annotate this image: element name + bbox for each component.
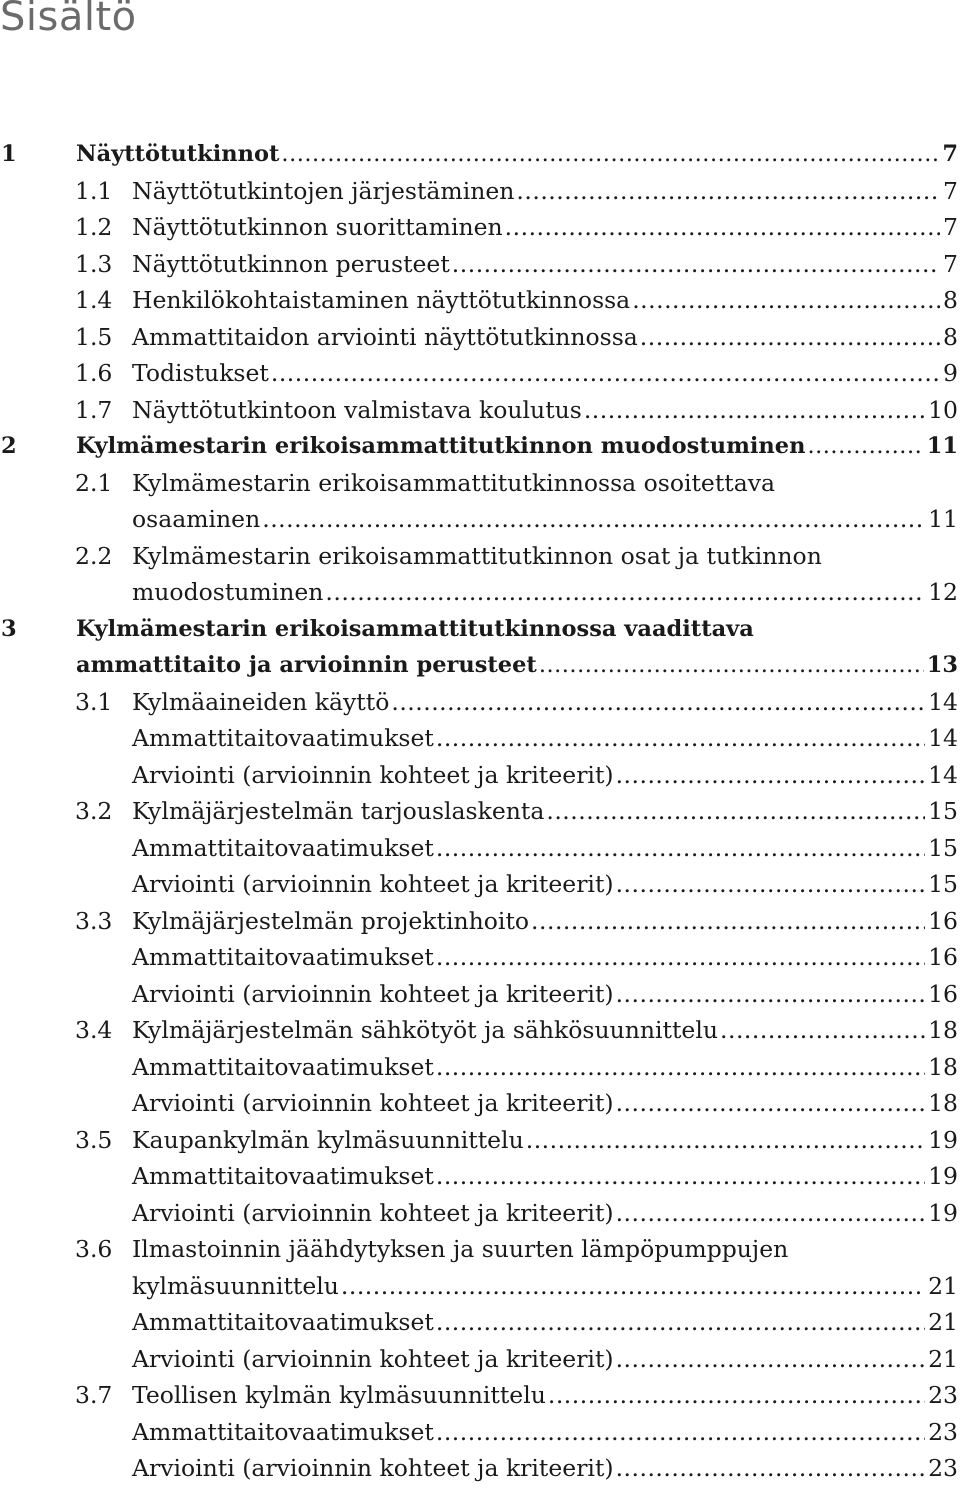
toc-page-number: 21: [928, 1271, 958, 1300]
toc-subentry-row[interactable]: [0, 720, 960, 757]
toc-page-number: 14: [928, 687, 958, 716]
toc-section-row[interactable]: [0, 209, 960, 246]
toc-page-number: 14: [928, 760, 958, 789]
toc-entry-number: 2: [1, 433, 17, 459]
toc-entry-title: Arviointi (arvioinnin kohteet ja kriteerit): [132, 1344, 614, 1373]
toc-entry-title: Näyttötutkinnot: [76, 141, 280, 167]
toc-entry-number: 3.6: [75, 1235, 113, 1263]
dot-leader: [341, 1268, 925, 1305]
toc-subentry-row[interactable]: [0, 501, 960, 538]
toc-page-number: 21: [928, 1344, 958, 1373]
dot-leader: [632, 282, 940, 319]
toc-page-number: 7: [943, 213, 958, 241]
toc-page-number: 16: [928, 943, 958, 971]
dot-leader: [584, 392, 925, 429]
toc-page-number: 23: [928, 1417, 958, 1446]
page-title: Sisältö: [0, 0, 137, 40]
dot-leader: [325, 574, 925, 611]
toc-page-number: 13: [926, 652, 958, 678]
toc-section-row[interactable]: [0, 1377, 960, 1414]
dot-leader: [436, 720, 925, 757]
toc-section-row[interactable]: [0, 538, 960, 575]
toc-page-number: 10: [928, 395, 958, 424]
toc-entry-title: ammattitaito ja arvioinnin perusteet: [76, 652, 537, 678]
toc-section-row[interactable]: [0, 684, 960, 721]
dot-leader: [452, 246, 940, 283]
toc-subentry-row[interactable]: [0, 1085, 960, 1122]
toc-entry-title: Ammattitaitovaatimukset: [132, 1052, 434, 1081]
toc-entry-title: Ammattitaidon arviointi näyttötutkinnossa: [132, 322, 638, 351]
toc-page-number: 8: [943, 286, 958, 314]
dot-leader: [262, 501, 925, 538]
dot-leader: [548, 1377, 925, 1414]
toc-entry-title: Kylmäjärjestelmän sähkötyöt ja sähkösuunnittelu: [132, 1016, 718, 1044]
toc-entry-title: Näyttötutkintojen järjestäminen: [132, 176, 515, 205]
toc-entry-title: Kylmämestarin erikoisammattitutkinnossa vaadittava: [76, 615, 754, 642]
toc-section-row[interactable]: [0, 355, 960, 392]
dot-leader: [505, 209, 940, 246]
dot-leader: [531, 903, 925, 940]
toc-entry-number: 1.7: [75, 395, 113, 424]
toc-entry-number: 3: [1, 615, 17, 642]
toc-section-row[interactable]: [0, 903, 960, 940]
toc-entry-number: 1.5: [75, 322, 113, 351]
dot-leader: [516, 173, 940, 210]
dot-leader: [616, 1195, 926, 1232]
toc-entry-title: muodostuminen: [132, 578, 324, 606]
toc-page-number: 18: [928, 1016, 958, 1044]
toc-subentry-row[interactable]: [0, 1450, 960, 1487]
toc-section-row[interactable]: [0, 793, 960, 830]
dot-leader: [526, 1122, 925, 1159]
dot-leader: [807, 428, 923, 465]
dot-leader: [281, 136, 939, 173]
toc-chapter-row[interactable]: [0, 428, 960, 465]
toc-entry-number: 3.5: [75, 1125, 113, 1154]
toc-entry-title: Henkilökohtaistaminen näyttötutkinnossa: [132, 286, 631, 314]
toc-entry-title: Kylmäjärjestelmän projektinhoito: [132, 906, 530, 935]
toc-subentry-row[interactable]: [0, 1049, 960, 1086]
toc-page-number: 15: [928, 833, 958, 862]
toc-entry-title: Ammattitaitovaatimukset: [132, 1162, 434, 1190]
toc-chapter-row[interactable]: [0, 611, 960, 648]
dot-leader: [539, 647, 924, 684]
toc-entry-number: 3.2: [75, 797, 113, 825]
toc-chapter-row[interactable]: [0, 647, 960, 684]
toc-page-number: 15: [928, 870, 958, 898]
toc-entry-number: 3.7: [75, 1381, 113, 1409]
dot-leader: [436, 1158, 925, 1195]
toc-entry-title: Ammattitaitovaatimukset: [132, 1417, 434, 1446]
toc-section-row[interactable]: [0, 282, 960, 319]
toc-entry-title: Arviointi (arvioinnin kohteet ja kriteerit): [132, 870, 614, 898]
toc-section-row[interactable]: [0, 1122, 960, 1159]
toc-entry-number: 2.2: [75, 541, 113, 570]
toc-page-number: 11: [928, 505, 958, 533]
dot-leader: [436, 939, 925, 976]
toc-section-row[interactable]: [0, 319, 960, 356]
toc-page-number: 18: [928, 1052, 958, 1081]
table-of-contents: [0, 136, 960, 1487]
toc-entry-title: osaaminen: [132, 505, 261, 533]
dot-leader: [616, 1085, 926, 1122]
toc-page-number: 15: [928, 797, 958, 825]
toc-page-number: 7: [943, 249, 958, 278]
dot-leader: [640, 319, 940, 356]
toc-entry-title: Arviointi (arvioinnin kohteet ja kriteerit): [132, 760, 614, 789]
toc-page-number: 14: [928, 724, 958, 752]
toc-entry-title: Ammattitaitovaatimukset: [132, 724, 434, 752]
toc-section-row[interactable]: [0, 1012, 960, 1049]
toc-subentry-row[interactable]: [0, 976, 960, 1013]
toc-page-number: 18: [928, 1089, 958, 1117]
dot-leader: [436, 1414, 925, 1451]
toc-subentry-row[interactable]: [0, 757, 960, 794]
toc-subentry-row[interactable]: [0, 1304, 960, 1341]
toc-page-number: 19: [928, 1162, 958, 1190]
toc-entry-number: 3.1: [75, 687, 113, 716]
toc-subentry-row[interactable]: [0, 1158, 960, 1195]
toc-page-number: 12: [928, 578, 958, 606]
dot-leader: [546, 793, 925, 830]
toc-entry-title: Kylmäjärjestelmän tarjouslaskenta: [132, 797, 545, 825]
dot-leader: [616, 866, 926, 903]
toc-subentry-row[interactable]: [0, 939, 960, 976]
toc-entry-number: 1: [1, 141, 17, 167]
toc-subentry-row[interactable]: [0, 1414, 960, 1451]
toc-entry-number: 2.1: [75, 468, 113, 497]
toc-page-number: 19: [928, 1125, 958, 1154]
toc-entry-title: Kaupankylmän kylmäsuunnittelu: [132, 1125, 524, 1154]
toc-entry-title: Näyttötutkinnon suorittaminen: [132, 213, 503, 241]
toc-page-number: 16: [928, 906, 958, 935]
toc-page-number: 8: [943, 322, 958, 351]
toc-entry-title: Näyttötutkinnon perusteet: [132, 249, 450, 278]
toc-entry-title: Arviointi (arvioinnin kohteet ja kriteerit): [132, 1454, 614, 1482]
toc-entry-number: 1.4: [75, 286, 113, 314]
toc-subentry-row[interactable]: [0, 574, 960, 611]
toc-entry-number: 1.1: [75, 176, 113, 205]
toc-subentry-row[interactable]: [0, 1268, 960, 1305]
toc-page-number: 16: [928, 979, 958, 1008]
toc-entry-title: Ammattitaitovaatimukset: [132, 833, 434, 862]
toc-subentry-row[interactable]: [0, 830, 960, 867]
toc-entry-title: Ilmastoinnin jäähdytyksen ja suurten lämpöpumppujen: [132, 1235, 789, 1263]
dot-leader: [616, 1450, 926, 1487]
toc-entry-title: Arviointi (arvioinnin kohteet ja kriteerit): [132, 1089, 614, 1117]
dot-leader: [271, 355, 940, 392]
toc-entry-title: Kylmäaineiden käyttö: [132, 687, 390, 716]
toc-page-number: 7: [943, 176, 958, 205]
dot-leader: [436, 1304, 925, 1341]
toc-page-number: 21: [928, 1308, 958, 1336]
toc-section-row[interactable]: [0, 173, 960, 210]
toc-entry-title: Kylmämestarin erikoisammattitutkinnossa osoitettava: [132, 468, 776, 497]
toc-entry-title: Ammattitaitovaatimukset: [132, 1308, 434, 1336]
toc-entry-title: Näyttötutkintoon valmistava koulutus: [132, 395, 582, 424]
toc-entry-title: Kylmämestarin erikoisammattitutkinnon muodostuminen: [76, 433, 806, 459]
toc-entry-number: 1.2: [75, 213, 113, 241]
toc-entry-title: Todistukset: [132, 359, 269, 387]
dot-leader: [436, 830, 925, 867]
toc-subentry-row[interactable]: [0, 1341, 960, 1378]
toc-chapter-row[interactable]: [0, 136, 960, 173]
toc-entry-number: 3.4: [75, 1016, 113, 1044]
dot-leader: [436, 1049, 925, 1086]
toc-entry-title: Kylmämestarin erikoisammattitutkinnon osat ja tutkinnon: [132, 541, 822, 570]
toc-page-number: 7: [942, 141, 958, 167]
toc-entry-title: Arviointi (arvioinnin kohteet ja kriteerit): [132, 979, 614, 1008]
toc-subentry-row[interactable]: [0, 1195, 960, 1232]
toc-page-number: 9: [943, 359, 958, 387]
dot-leader: [616, 757, 926, 794]
toc-entry-number: 3.3: [75, 906, 113, 935]
toc-section-row[interactable]: [0, 246, 960, 283]
toc-page-number: 19: [928, 1198, 958, 1227]
toc-entry-title: Arviointi (arvioinnin kohteet ja kriteerit): [132, 1198, 614, 1227]
toc-page-number: 23: [928, 1454, 958, 1482]
dot-leader: [616, 976, 926, 1013]
toc-entry-number: 1.6: [75, 359, 113, 387]
toc-page-number: 23: [928, 1381, 958, 1409]
toc-section-row[interactable]: [0, 392, 960, 429]
dot-leader: [391, 684, 925, 721]
dot-leader: [616, 1341, 926, 1378]
toc-entry-title: kylmäsuunnittelu: [132, 1271, 339, 1300]
toc-section-row[interactable]: [0, 1231, 960, 1268]
toc-entry-number: 1.3: [75, 249, 113, 278]
dot-leader: [720, 1012, 925, 1049]
toc-entry-title: Ammattitaitovaatimukset: [132, 943, 434, 971]
toc-section-row[interactable]: [0, 465, 960, 502]
toc-entry-title: Teollisen kylmän kylmäsuunnittelu: [132, 1381, 546, 1409]
toc-subentry-row[interactable]: [0, 866, 960, 903]
toc-page-number: 11: [926, 433, 958, 459]
